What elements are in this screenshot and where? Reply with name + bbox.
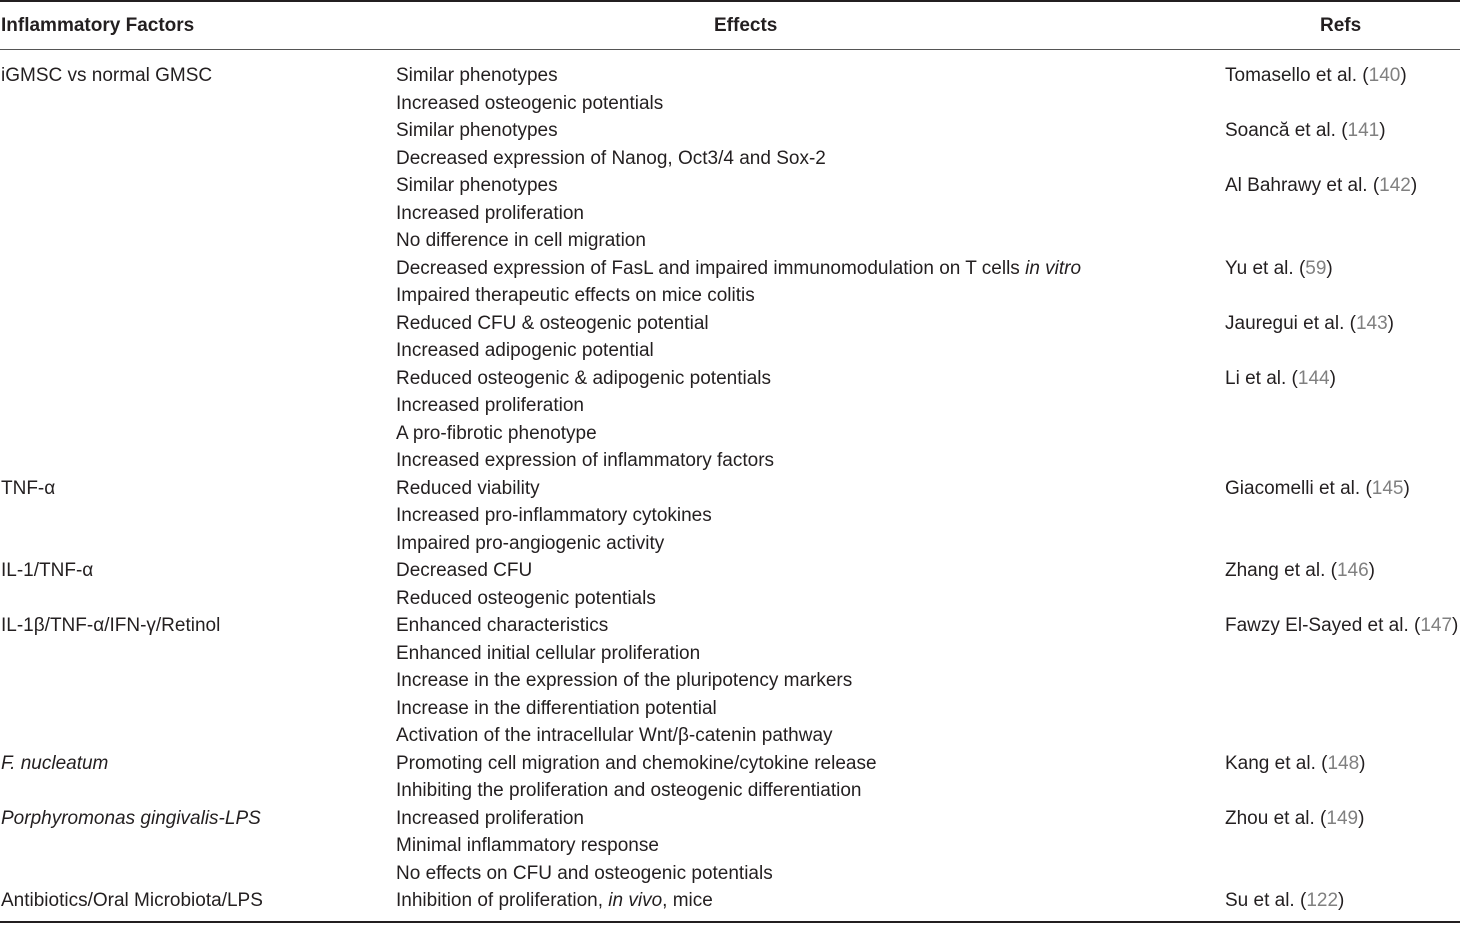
ref-author: Zhou et al. ( <box>1225 807 1327 829</box>
table-row <box>0 117 1460 145</box>
table-row <box>0 227 1460 255</box>
table-row <box>0 310 1460 338</box>
ref-author: Li et al. ( <box>1225 367 1298 389</box>
ref-author: Kang et al. ( <box>1225 752 1328 774</box>
effect-text: Enhanced initial cellular proliferation <box>396 642 701 664</box>
effect-text: A pro-fibrotic phenotype <box>396 422 597 444</box>
effect-cell <box>396 337 1225 365</box>
ref-cell <box>1225 585 1460 613</box>
table-row <box>0 172 1460 200</box>
factor-cell <box>0 200 396 228</box>
ref-cell <box>1225 502 1460 530</box>
ref-cell <box>1225 805 1460 833</box>
effect-cell <box>396 612 1225 640</box>
ref-cell <box>1225 530 1460 558</box>
ref-author: Al Bahrawy et al. ( <box>1225 175 1380 196</box>
effect-text: Increase in the differentiation potential <box>396 697 717 719</box>
effect-cell <box>396 282 1225 310</box>
table-row <box>0 62 1460 90</box>
effect-text: Promoting cell migration and chemokine/cytokine release <box>396 752 877 774</box>
ref-cell <box>1225 887 1460 915</box>
effect-text: Enhanced characteristics <box>396 615 609 636</box>
effect-cell <box>396 447 1225 475</box>
ref-author: Jauregui et al. ( <box>1225 312 1356 334</box>
effect-text: Inhibiting the proliferation and osteogenic differentiation <box>396 780 862 801</box>
ref-close: ) <box>1452 615 1459 636</box>
table-row <box>0 255 1460 283</box>
effect-cell <box>396 200 1225 228</box>
effect-text: Activation of the intracellular Wnt/β-catenin pathway <box>396 725 833 746</box>
header-effects: Effects <box>714 15 778 36</box>
effect-cell <box>396 887 1225 915</box>
factor-cell <box>0 777 396 805</box>
ref-cell <box>1225 777 1460 805</box>
effect-cell <box>396 585 1225 613</box>
ref-close: ) <box>1400 65 1407 86</box>
effect-cell <box>396 145 1225 173</box>
effect-text: Inhibition of proliferation, <box>396 890 609 911</box>
effect-cell <box>396 117 1225 145</box>
effect-cell <box>396 530 1225 558</box>
ref-number-link[interactable]: 141 <box>1347 120 1380 141</box>
effect-cell <box>396 392 1225 420</box>
table-row <box>0 145 1460 173</box>
effect-text: Increased proliferation <box>396 202 584 224</box>
ref-number-link[interactable]: 146 <box>1336 560 1369 581</box>
effect-text: Decreased CFU <box>396 560 533 581</box>
effect-text: Increased proliferation <box>396 395 584 416</box>
factor-cell <box>0 530 396 558</box>
ref-close: ) <box>1368 560 1375 581</box>
effect-cell <box>396 475 1225 503</box>
factor-cell: TNF-α <box>1 477 56 499</box>
effect-cell <box>396 777 1225 805</box>
ref-author: Giacomelli et al. ( <box>1225 477 1372 499</box>
effect-text: Similar phenotypes <box>396 120 558 141</box>
header-rule <box>0 49 1460 50</box>
table-row <box>0 502 1460 530</box>
effect-text: Reduced osteogenic potentials <box>396 587 656 609</box>
ref-close: ) <box>1387 312 1394 334</box>
effect-tail-text: , mice <box>662 890 713 911</box>
effect-cell <box>396 90 1225 118</box>
ref-cell <box>1225 750 1460 778</box>
table-row <box>0 722 1460 750</box>
factor-cell <box>0 832 396 860</box>
ref-cell <box>1225 117 1460 145</box>
ref-cell <box>1225 612 1460 640</box>
effect-text: Impaired pro-angiogenic activity <box>396 532 665 554</box>
effect-text: Decreased expression of FasL and impaired immunomodulation on T cells <box>396 257 1026 279</box>
ref-number-link[interactable]: 59 <box>1305 257 1327 279</box>
ref-close: ) <box>1359 752 1366 774</box>
factor-cell <box>0 145 396 173</box>
factor-cell <box>0 227 396 255</box>
ref-cell <box>1225 227 1460 255</box>
effect-cell <box>396 227 1225 255</box>
ref-close: ) <box>1358 807 1365 829</box>
ref-author: Fawzy El-Sayed et al. ( <box>1225 615 1421 636</box>
factor-cell: IL-1/TNF-α <box>1 560 94 581</box>
effect-text: No difference in cell migration <box>396 230 646 251</box>
ref-number-link[interactable]: 122 <box>1306 890 1339 911</box>
table-row <box>0 640 1460 668</box>
ref-close: ) <box>1403 477 1410 499</box>
ref-cell <box>1225 475 1460 503</box>
ref-close: ) <box>1326 257 1333 279</box>
ref-cell <box>1225 282 1460 310</box>
ref-author: Yu et al. ( <box>1225 257 1306 279</box>
factor-cell <box>0 447 396 475</box>
ref-cell <box>1225 310 1460 338</box>
table-row <box>0 777 1460 805</box>
ref-number-link[interactable]: 145 <box>1371 477 1404 499</box>
effect-cell <box>396 365 1225 393</box>
effect-text: Impaired therapeutic effects on mice colitis <box>396 285 755 306</box>
factor-cell <box>0 420 396 448</box>
ref-number-link[interactable]: 142 <box>1379 175 1411 196</box>
ref-close: ) <box>1410 175 1418 196</box>
effect-cell <box>396 172 1225 200</box>
table-row <box>0 887 1460 915</box>
ref-cell <box>1225 667 1460 695</box>
effect-italic-text: in vitro <box>1025 257 1082 279</box>
header-inflammatory-factors: Inflammatory Factors <box>1 15 195 36</box>
ref-cell <box>1225 392 1460 420</box>
effect-cell <box>396 667 1225 695</box>
effect-cell <box>396 832 1225 860</box>
ref-author: Tomasello et al. ( <box>1225 65 1369 86</box>
factor-cell: Porphyromonas gingivalis-LPS <box>1 807 261 829</box>
factor-cell: F. nucleatum <box>1 752 109 774</box>
ref-cell <box>1225 420 1460 448</box>
effect-cell <box>396 805 1225 833</box>
table-row <box>0 365 1460 393</box>
effect-text: Decreased expression of Nanog, Oct3/4 and Sox-2 <box>396 147 826 169</box>
table-row <box>0 475 1460 503</box>
effect-text: Similar phenotypes <box>396 175 558 196</box>
ref-author: Su et al. ( <box>1225 890 1307 911</box>
effect-text: Increased pro-inflammatory cytokines <box>396 505 712 526</box>
ref-number-link[interactable]: 140 <box>1368 65 1401 86</box>
factor-cell <box>0 90 396 118</box>
ref-cell <box>1225 447 1460 475</box>
factor-cell <box>0 255 396 283</box>
factor-cell <box>0 282 396 310</box>
ref-cell <box>1225 172 1460 200</box>
ref-number-link[interactable]: 148 <box>1327 752 1360 774</box>
ref-close: ) <box>1329 367 1336 389</box>
factor-cell <box>0 860 396 888</box>
factor-cell <box>0 310 396 338</box>
table-row <box>0 282 1460 310</box>
effect-text: No effects on CFU and osteogenic potentials <box>396 862 773 884</box>
effect-italic-text: in vivo <box>608 890 663 911</box>
effect-text: Increased osteogenic potentials <box>396 92 664 114</box>
factor-cell: Antibiotics/Oral Microbiota/LPS <box>1 890 263 911</box>
effect-text: Reduced CFU & osteogenic potential <box>396 312 709 334</box>
table-row <box>0 90 1460 118</box>
factor-cell <box>0 585 396 613</box>
bottom-rule <box>0 921 1460 923</box>
factor-cell: iGMSC vs normal GMSC <box>1 65 213 86</box>
factor-cell <box>0 722 396 750</box>
ref-number-link[interactable]: 143 <box>1355 312 1388 334</box>
factor-cell: IL-1β/TNF-α/IFN-γ/Retinol <box>1 615 221 636</box>
ref-cell <box>1225 90 1460 118</box>
table-row <box>0 530 1460 558</box>
effect-text: Similar phenotypes <box>396 65 558 86</box>
effect-cell <box>396 860 1225 888</box>
ref-cell <box>1225 145 1460 173</box>
factor-cell <box>0 392 396 420</box>
table-body <box>0 62 1460 915</box>
ref-number-link[interactable]: 149 <box>1326 807 1359 829</box>
ref-cell <box>1225 200 1460 228</box>
table-row <box>0 805 1460 833</box>
ref-number-link[interactable]: 144 <box>1297 367 1330 389</box>
factor-cell <box>0 337 396 365</box>
ref-cell <box>1225 640 1460 668</box>
ref-author: Zhang et al. ( <box>1225 560 1337 581</box>
ref-cell <box>1225 557 1460 585</box>
table-row <box>0 585 1460 613</box>
table-row <box>0 420 1460 448</box>
effect-cell <box>396 557 1225 585</box>
effect-text: Increased proliferation <box>396 807 584 829</box>
ref-author: Soancă et al. ( <box>1225 120 1348 141</box>
effect-text: Increase in the expression of the pluripotency markers <box>396 670 853 691</box>
table-row <box>0 200 1460 228</box>
factor-cell <box>0 667 396 695</box>
factor-cell <box>0 117 396 145</box>
factor-cell <box>0 365 396 393</box>
factor-cell <box>0 502 396 530</box>
ref-cell <box>1225 860 1460 888</box>
table-row <box>0 447 1460 475</box>
effect-text: Reduced osteogenic & adipogenic potentials <box>396 367 771 389</box>
ref-close: ) <box>1379 120 1386 141</box>
table-row <box>0 337 1460 365</box>
effect-cell <box>396 255 1225 283</box>
ref-cell <box>1225 832 1460 860</box>
table-row <box>0 612 1460 640</box>
effect-cell <box>396 722 1225 750</box>
table-row <box>0 695 1460 723</box>
table-row <box>0 860 1460 888</box>
table-row <box>0 557 1460 585</box>
effect-cell <box>396 310 1225 338</box>
effect-text: Minimal inflammatory response <box>396 835 659 856</box>
header-refs: Refs <box>1320 15 1362 36</box>
ref-cell <box>1225 722 1460 750</box>
effect-cell <box>396 420 1225 448</box>
effect-cell <box>396 62 1225 90</box>
effect-cell <box>396 640 1225 668</box>
factor-cell <box>0 640 396 668</box>
ref-cell <box>1225 62 1460 90</box>
table-row <box>0 750 1460 778</box>
ref-close: ) <box>1338 890 1345 911</box>
ref-cell <box>1225 365 1460 393</box>
top-rule <box>0 0 1460 2</box>
effect-text: Increased expression of inflammatory factors <box>396 450 775 471</box>
table-row <box>0 832 1460 860</box>
table-row <box>0 392 1460 420</box>
ref-cell <box>1225 255 1460 283</box>
effect-cell <box>396 750 1225 778</box>
ref-cell <box>1225 695 1460 723</box>
effect-text: Reduced viability <box>396 477 540 499</box>
ref-cell <box>1225 337 1460 365</box>
table-row <box>0 667 1460 695</box>
factor-cell <box>0 695 396 723</box>
ref-number-link[interactable]: 147 <box>1420 615 1453 636</box>
effect-cell <box>396 502 1225 530</box>
effect-text: Increased adipogenic potential <box>396 340 654 361</box>
factor-cell <box>0 172 396 200</box>
effect-cell <box>396 695 1225 723</box>
